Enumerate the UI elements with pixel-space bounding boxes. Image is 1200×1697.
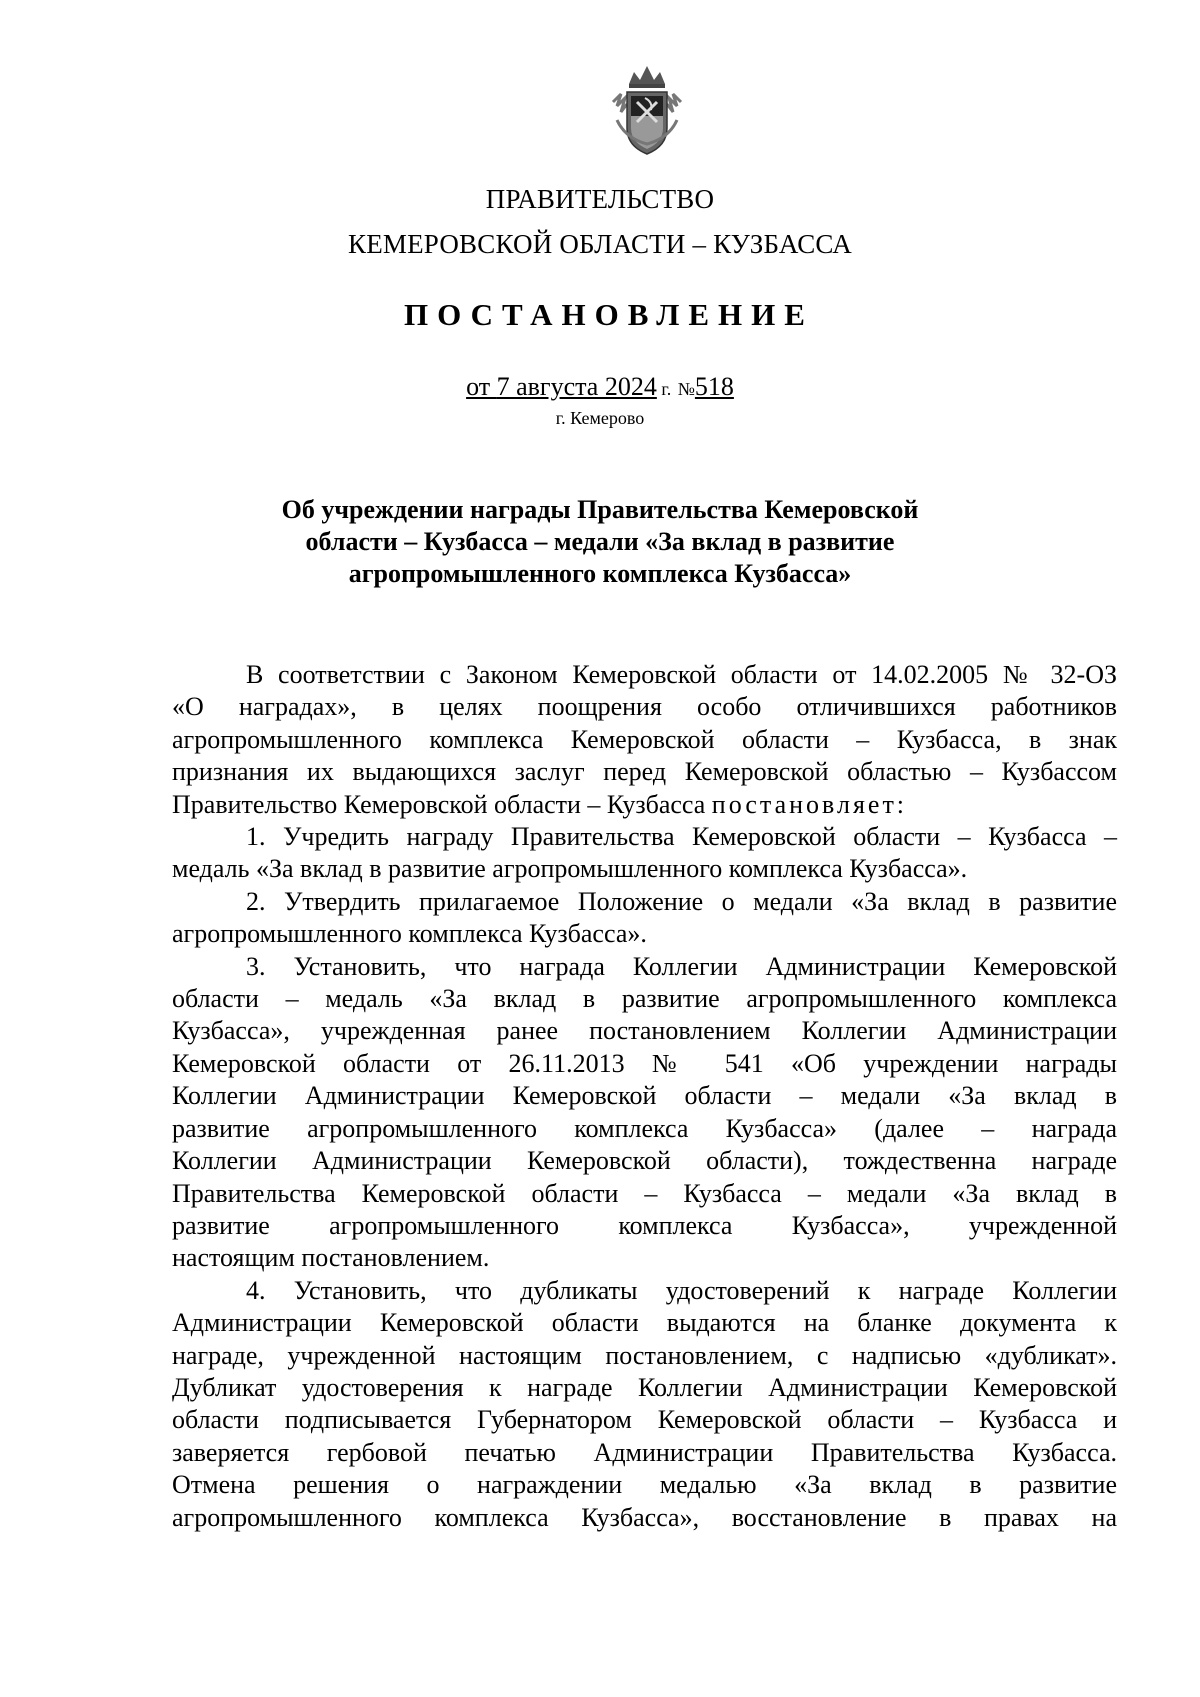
document-title bbox=[250, 494, 950, 590]
organization-name-line-1: ПРАВИТЕЛЬСТВО bbox=[485, 184, 715, 214]
organization-name-line-2: КЕМЕРОВСКОЙ ОБЛАСТИ – КУЗБАССА bbox=[348, 229, 852, 259]
body-line: медаль «За вклад в развитие агропромышленного комплекса Кузбасса». bbox=[172, 854, 968, 884]
number-prefix: № bbox=[677, 379, 695, 399]
body-line: Правительство Кемеровской области – Кузбасса bbox=[172, 789, 706, 819]
document-type-heading: ПОСТАНОВЛЕНИЕ bbox=[404, 297, 814, 332]
body-line: Отмена решения о награждении медалью «За вклад в развитие bbox=[172, 1470, 1117, 1500]
body-line: 1. Учредить награду Правительства Кемеровской области – Кузбасса – bbox=[246, 822, 1117, 852]
date-and-number-line bbox=[0, 372, 1200, 402]
title-line-3: агропромышленного комплекса Кузбасса» bbox=[348, 559, 852, 588]
body-line: Администрации Кемеровской области выдаются на бланке документа к bbox=[172, 1308, 1117, 1338]
body-line: «О наградах», в целях поощрения особо отличившихся работников bbox=[172, 692, 1117, 722]
body-line: области подписывается Губернатором Кемеровской области – Кузбасса и bbox=[172, 1405, 1117, 1435]
body-line: агропромышленного комплекса Кемеровской области – Кузбасса, в знак bbox=[172, 724, 1117, 754]
document-date: 7 августа 2024 bbox=[496, 372, 657, 401]
body-line: В соответствии с Законом Кемеровской области от 14.02.2005 № 32-ОЗ bbox=[246, 660, 1117, 689]
body-line: награде, учрежденной настоящим постановлением, с надписью «дубликат». bbox=[172, 1340, 1117, 1370]
body-line: Правительства Кемеровской области – Кузбасса – медали «За вклад в bbox=[172, 1178, 1117, 1208]
body-line: настоящим постановлением. bbox=[172, 1243, 490, 1273]
body-line: Коллегии Администрации Кемеровской области), тождественна награде bbox=[172, 1146, 1117, 1176]
body-line-with-verb bbox=[172, 789, 1117, 821]
document-number: 518 bbox=[694, 372, 734, 401]
body-line: Кузбасса», учрежденная ранее постановлением Коллегии Администрации bbox=[172, 1016, 1117, 1046]
body-line: агропромышленного комплекса Кузбасса», восстановление в правах на bbox=[172, 1502, 1117, 1532]
body-line: Дубликат удостоверения к награде Коллегии Администрации Кемеровской bbox=[172, 1372, 1117, 1402]
document-body bbox=[172, 659, 1117, 1534]
body-line: агропромышленного комплекса Кузбасса». bbox=[172, 919, 647, 949]
body-line: развитие агропромышленного комплекса Кузбасса», учрежденной bbox=[172, 1210, 1117, 1240]
body-line: 3. Установить, что награда Коллегии Администрации Кемеровской bbox=[246, 951, 1117, 981]
body-line: Кемеровской области от 26.11.2013 № 541 «Об учреждении награды bbox=[172, 1048, 1117, 1078]
body-line: области – медаль «За вклад в развитие агропромышленного комплекса bbox=[172, 984, 1117, 1014]
title-line-2: области – Кузбасса – медали «За вклад в развитие bbox=[305, 527, 895, 556]
city-name: г. Кемерово bbox=[555, 408, 645, 428]
body-line: признания их выдающихся заслуг перед Кемеровской областью – Кузбассом bbox=[172, 757, 1117, 787]
title-line-1: Об учреждении награды Правительства Кемеровской bbox=[281, 495, 919, 524]
date-suffix: г. bbox=[656, 379, 672, 399]
body-line: заверяется гербовой печатью Администрации Правительства Кузбасса. bbox=[172, 1437, 1117, 1467]
body-line: 2. Утвердить прилагаемое Положение о медали «За вклад в развитие bbox=[246, 886, 1117, 916]
body-line: 4. Установить, что дубликаты удостоверений к награде Коллегии bbox=[246, 1275, 1117, 1305]
date-prefix: от bbox=[466, 372, 497, 401]
body-line: Коллегии Администрации Кемеровской области – медали «За вклад в bbox=[172, 1081, 1117, 1111]
kuzbass-coat-of-arms-emblem bbox=[607, 58, 687, 158]
spaced-verb: постановляет: bbox=[711, 789, 908, 819]
body-line: развитие агропромышленного комплекса Кузбасса» (далее – награда bbox=[172, 1113, 1117, 1143]
